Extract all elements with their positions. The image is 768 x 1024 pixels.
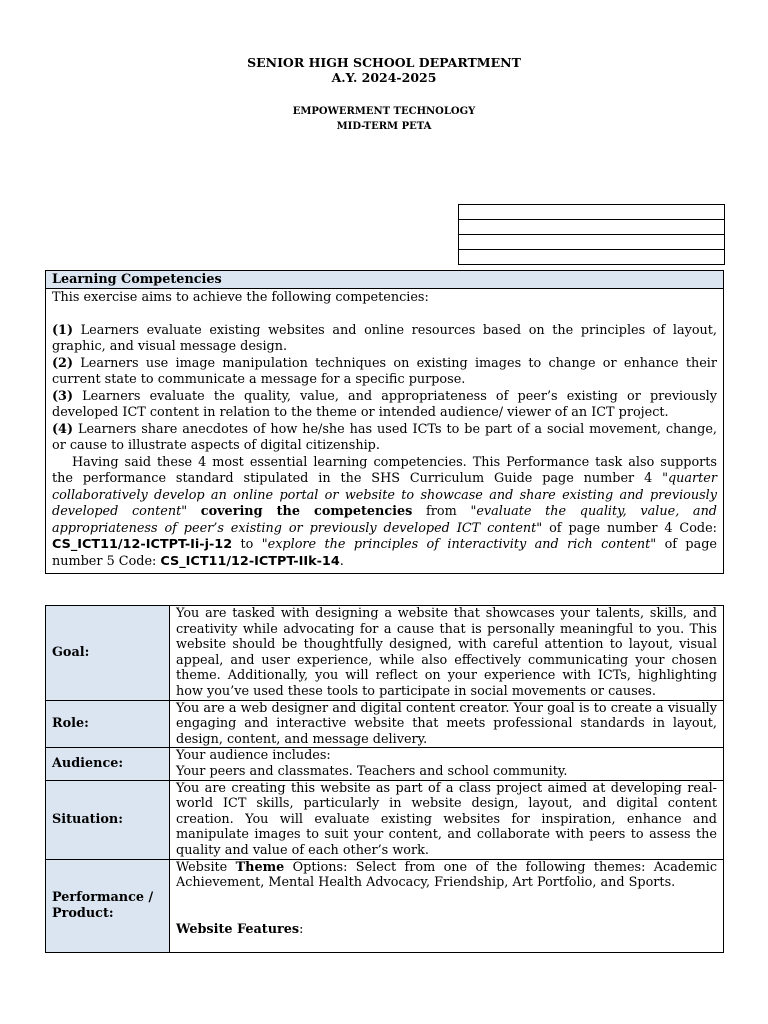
assessment-title: MID-TERM PETA xyxy=(336,121,432,132)
performance-label: Performance / Product: xyxy=(46,859,170,952)
info-row xyxy=(459,220,724,235)
document-header xyxy=(0,55,768,85)
table-row xyxy=(46,700,724,748)
goal-text: You are tasked with designing a website that showcases your talents, skills, and creativity while advocating for a cause that is personally meaningful to you. This website should be thoughtfully designed, with careful attention to layout, visual appeal, and user experience, while also effectively communicating your chosen theme. Additionally, you will reflect on your experience with ICTs, highlighting how you’ve used these tools to participate in social movements or causes. xyxy=(170,606,724,701)
table-row xyxy=(46,780,724,859)
grasps-table xyxy=(45,605,724,953)
audience-label: Audience: xyxy=(46,748,170,780)
competency-item: (2) Learners use image manipulation techniques on existing images to change or enhance their current state to communicate a message for a specific purpose. xyxy=(52,355,717,387)
department-title: SENIOR HIGH SCHOOL DEPARTMENT xyxy=(247,55,521,70)
info-row xyxy=(459,250,724,264)
table-row xyxy=(46,859,724,952)
competency-item: (3) Learners evaluate the quality, value, and appropriateness of peer’s existing or previously developed ICT content in relation to the theme or intended audience/ viewer of an ICT project. xyxy=(52,388,717,420)
info-row xyxy=(459,235,724,250)
learning-competencies-heading: Learning Competencies xyxy=(46,271,723,289)
audience-text: Your audience includes: Your peers and classmates. Teachers and school community. xyxy=(170,748,724,780)
subject-header xyxy=(0,104,768,134)
info-row xyxy=(459,205,724,220)
table-row xyxy=(46,606,724,701)
situation-label: Situation: xyxy=(46,780,170,859)
table-row xyxy=(46,748,724,780)
role-label: Role: xyxy=(46,700,170,748)
competency-item: (4) Learners share anecdotes of how he/she has used ICTs to be part of a social movement, change, or cause to illustrate aspects of digital citizenship. xyxy=(52,421,717,453)
student-info-box xyxy=(458,204,725,265)
learning-competencies-box xyxy=(45,270,724,574)
situation-text: You are creating this website as part of a class project aimed at developing real-world ICT skills, particularly in website design, layout, and digital content creation. You will evaluate existing websites for inspiration, enhance and manipulate images to suit your content, and collaborate with peers to assess the quality and value of each other’s work. xyxy=(170,780,724,859)
academic-year: A.Y. 2024-2025 xyxy=(331,70,437,85)
subject-title: EMPOWERMENT TECHNOLOGY xyxy=(292,106,476,117)
competencies-intro: This exercise aims to achieve the following competencies: xyxy=(52,290,429,305)
learning-competencies-body xyxy=(46,289,723,573)
competency-item: (1) Learners evaluate existing websites and online resources based on the principles of layout, graphic, and visual message design. xyxy=(52,322,717,354)
performance-text: Website Theme Options: Select from one of the following themes: Academic Achievement, Mental Health Advocacy, Friendship, Art Portfolio, and Sports. Website Features: xyxy=(170,859,724,952)
goal-label: Goal: xyxy=(46,606,170,701)
role-text: You are a web designer and digital content creator. Your goal is to create a visually engaging and interactive website that meets professional standards in layout, design, content, and message delivery. xyxy=(170,700,724,748)
competencies-closing: Having said these 4 most essential learning competencies. This Performance task also supports the performance standard stipulated in the SHS Curriculum Guide page number 4 "quarter collaboratively develop an online portal or website to showcase and share existing and previously developed content" covering the competencies from "evaluate the quality, value, and appropriateness of peer’s existing or previously developed ICT content" of page number 4 Code: CS_ICT11/12-ICTPT-Ii-j-12 to "explore the principles of interactivity and rich content" of page number 5 Code: CS_ICT11/12-ICTPT-IIk-14. xyxy=(52,454,717,569)
